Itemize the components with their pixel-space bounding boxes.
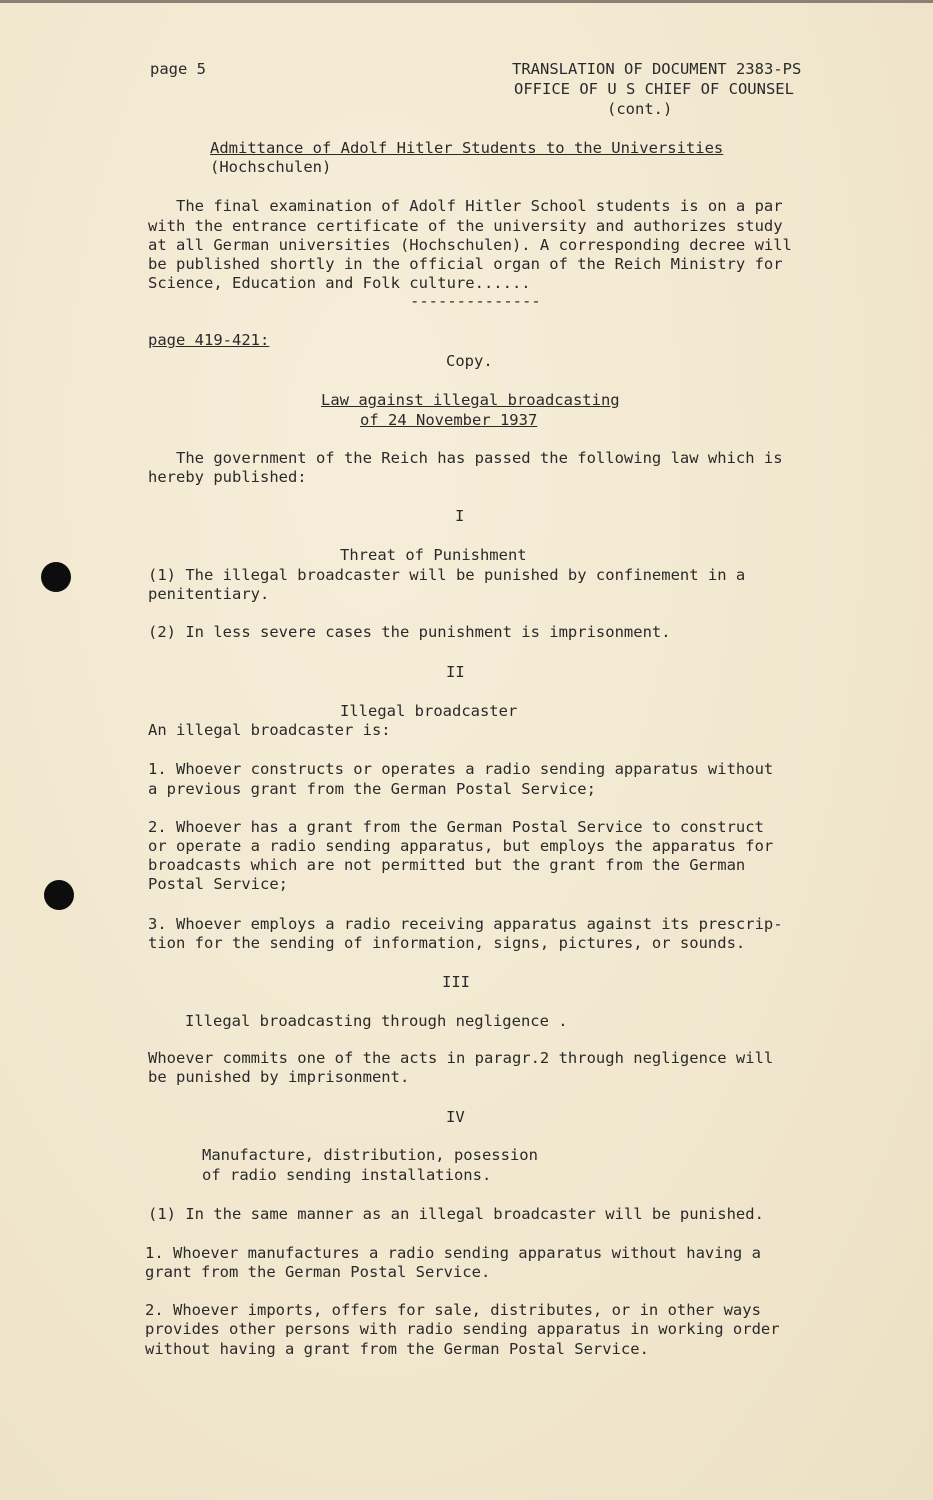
page-reference: page 419-421: — [148, 331, 270, 349]
list-item: grant from the German Postal Service. — [145, 1263, 491, 1281]
list-item: 2. Whoever imports, offers for sale, distributes, or in other ways — [145, 1301, 761, 1319]
list-item: 3. Whoever employs a radio receiving apparatus against its prescrip- — [148, 915, 783, 933]
article-text: (1) The illegal broadcaster will be punished by confinement in a — [148, 566, 746, 584]
list-item: broadcasts which are not permitted but the grant from the German — [148, 856, 746, 874]
article-text: Whoever commits one of the acts in paragr.2 through negligence will — [148, 1049, 774, 1067]
article-numeral: IV — [446, 1108, 465, 1126]
copy-label: Copy. — [446, 352, 493, 370]
article-text: (2) In less severe cases the punishment is imprisonment. — [148, 623, 671, 641]
article-text: be punished by imprisonment. — [148, 1068, 410, 1086]
law-date: of 24 November 1937 — [360, 411, 538, 429]
article-heading: Manufacture, distribution, posession — [202, 1146, 538, 1164]
article-text: An illegal broadcaster is: — [148, 721, 391, 739]
article-text: penitentiary. — [148, 585, 270, 603]
paragraph-line: The final examination of Adolf Hitler School students is on a par — [148, 197, 783, 215]
punch-hole — [44, 880, 74, 910]
separator: -------------- — [410, 292, 541, 310]
law-title: Law against illegal broadcasting — [321, 391, 620, 409]
list-item: without having a grant from the German Postal Service. — [145, 1340, 649, 1358]
doc-title-line2: OFFICE OF U S CHIEF OF COUNSEL — [514, 80, 794, 98]
article-text: (1) In the same manner as an illegal broadcaster will be punished. — [148, 1205, 764, 1223]
paragraph-line: Science, Education and Folk culture...... — [148, 274, 531, 292]
doc-title-line1: TRANSLATION OF DOCUMENT 2383-PS — [512, 60, 802, 78]
list-item: 1. Whoever manufactures a radio sending apparatus without having a — [145, 1244, 761, 1262]
list-item: 2. Whoever has a grant from the German Postal Service to construct — [148, 818, 764, 836]
list-item: tion for the sending of information, signs, pictures, or sounds. — [148, 934, 746, 952]
intro-line: The government of the Reich has passed the following law which is — [148, 449, 783, 467]
paragraph-line: with the entrance certificate of the university and authorizes study — [148, 217, 783, 235]
punch-hole — [41, 562, 71, 592]
list-item: provides other persons with radio sending apparatus in working order — [145, 1320, 780, 1338]
list-item: 1. Whoever constructs or operates a radio sending apparatus without — [148, 760, 774, 778]
section-title-sub: (Hochschulen) — [210, 158, 332, 176]
paragraph-line: at all German universities (Hochschulen). A corresponding decree will — [148, 236, 792, 254]
doc-title-line3: (cont.) — [607, 100, 673, 118]
article-heading: of radio sending installations. — [202, 1166, 492, 1184]
article-numeral: III — [442, 973, 470, 991]
top-edge — [0, 0, 933, 3]
section-title: Admittance of Adolf Hitler Students to the Universities — [210, 139, 724, 157]
article-heading: Illegal broadcaster — [340, 702, 518, 720]
paragraph-line: be published shortly in the official organ of the Reich Ministry for — [148, 255, 783, 273]
article-heading: Threat of Punishment — [340, 546, 527, 564]
article-heading: Illegal broadcasting through negligence . — [185, 1012, 568, 1030]
list-item: a previous grant from the German Postal Service; — [148, 780, 596, 798]
page-label: page 5 — [150, 60, 206, 78]
article-numeral: I — [455, 507, 465, 525]
article-numeral: II — [446, 663, 465, 681]
list-item: Postal Service; — [148, 875, 288, 893]
intro-line: hereby published: — [148, 468, 307, 486]
list-item: or operate a radio sending apparatus, but employs the apparatus for — [148, 837, 774, 855]
